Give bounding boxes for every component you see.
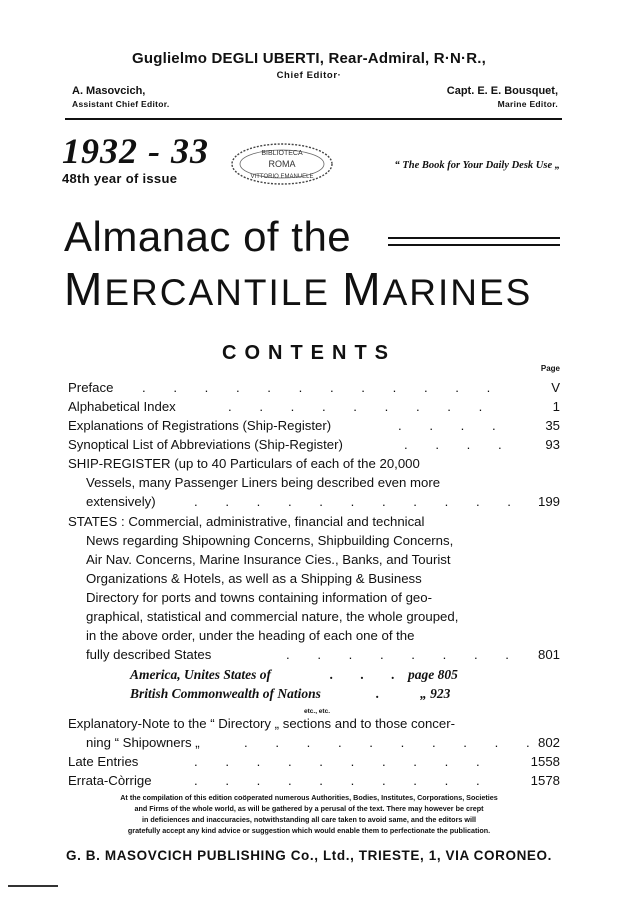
toc-entry bbox=[68, 733, 560, 752]
assistant-editor-role: Assistant Chief Editor. bbox=[72, 99, 170, 109]
toc-states-line-5: Directory for ports and towns containing information of geo- bbox=[86, 590, 432, 605]
toc-entry-label: Errata-Còrrige bbox=[68, 773, 152, 788]
toc-entry-label: Late Entries bbox=[68, 754, 139, 769]
toc-entry-page: 199 bbox=[537, 494, 560, 509]
assistant-editor-name: A. Masovcich, bbox=[72, 85, 146, 97]
toc-sub-entry-page: page 805 bbox=[408, 667, 458, 682]
toc-etc: etc., etc. bbox=[304, 708, 331, 715]
toc-entry bbox=[68, 416, 560, 435]
toc-entry bbox=[68, 435, 560, 454]
toc-sub-entry-label: British Commonwealth of Nations bbox=[130, 686, 321, 701]
title-initial-m1: M bbox=[64, 263, 105, 315]
edition-issue: 48th year of issue bbox=[62, 171, 178, 186]
page-column-label: Page bbox=[540, 364, 560, 373]
toc-entry-page: 801 bbox=[537, 647, 560, 662]
toc-entry bbox=[68, 752, 560, 771]
title-word-ercantile: ERCANTILE bbox=[104, 272, 343, 313]
toc-entry-label: Explanations of Registrations (Ship-Register) bbox=[68, 418, 332, 433]
toc-states-line-3: Air Nav. Concerns, Marine Insurance Cies., Banks, and Tourist bbox=[86, 552, 451, 567]
stamp-line-2: ROMA bbox=[268, 159, 296, 169]
note-line-2: and Firms of the whole world, as will be gathered by a perusal of the text. There may however be crept bbox=[134, 804, 484, 813]
toc-leader-dots: . . . . . . . . . . . bbox=[194, 494, 523, 509]
contents-heading: CONTENTS bbox=[222, 342, 396, 364]
toc-entry-page: V bbox=[551, 380, 560, 395]
toc-entry bbox=[68, 492, 560, 511]
stamp-line-1: BIBLIOTECA bbox=[261, 150, 303, 157]
edition-year: 1932 - 33 bbox=[62, 131, 209, 171]
title-line-2 bbox=[64, 262, 532, 316]
toc-entry-label: Preface bbox=[68, 380, 114, 395]
toc-leader-dots: . . . . . . . . . . bbox=[194, 754, 492, 769]
title-double-rule bbox=[388, 237, 560, 246]
note-line-1: At the compilation of this edition coöperated numerous Authorities, Bodies, Institutes, Corporations, Societies bbox=[120, 793, 498, 802]
note-line-4: gratefully accept any kind advice or suggestion which would enable them to perfectionate the publication. bbox=[127, 826, 491, 835]
title-initial-m2: M bbox=[342, 263, 383, 315]
toc-sub-leader-dots: . bbox=[376, 686, 380, 701]
header-divider bbox=[65, 118, 562, 120]
toc-ship-register-line-1: SHIP-REGISTER (up to 40 Particulars of each of the 20,000 bbox=[68, 456, 420, 471]
tagline: “ The Book for Your Daily Desk Use „ bbox=[394, 160, 560, 171]
toc-ship-register-line-2: Vessels, many Passenger Liners being described even more bbox=[86, 475, 441, 490]
toc-states-line-2: News regarding Shipowning Concerns, Shipbuilding Concerns, bbox=[86, 533, 454, 548]
toc-entry-page: 93 bbox=[545, 437, 560, 452]
chief-editor-name: Guglielmo DEGLI UBERTI, Rear-Admiral, R·N·R., bbox=[131, 50, 487, 67]
compilation-note bbox=[0, 792, 618, 836]
marine-editor-role: Marine Editor. bbox=[497, 99, 558, 109]
title-word-arines: ARINES bbox=[382, 272, 533, 313]
toc-entry-label: Synoptical List of Abbreviations (Ship-Register) bbox=[68, 437, 343, 452]
library-stamp-icon bbox=[228, 140, 336, 188]
toc-ship-register-line-3: extensively) bbox=[86, 494, 156, 509]
toc-entry bbox=[68, 378, 560, 397]
toc-entry bbox=[68, 645, 560, 664]
toc-leader-dots: . . . . . . . . . . bbox=[194, 773, 492, 788]
title-line-1: Almanac of the bbox=[64, 213, 352, 260]
toc-entry-page: 1558 bbox=[530, 754, 560, 769]
toc-entry-page: 1 bbox=[552, 399, 560, 414]
marine-editor-name: Capt. E. E. Bousquet, bbox=[446, 85, 558, 97]
toc-leader-dots: . . . . . . . . . . bbox=[244, 735, 542, 750]
toc-entry-page: 35 bbox=[545, 418, 560, 433]
toc-states-line-6: graphical, statistical and commercial nature, the whole grouped, bbox=[86, 609, 459, 624]
toc-entry bbox=[68, 771, 560, 790]
chief-editor-role: Chief Editor· bbox=[276, 70, 342, 81]
toc-sub-leader-dots: . . . bbox=[330, 667, 407, 682]
toc-sub-entry-page: „ 923 bbox=[420, 686, 451, 701]
publisher-footer: G. B. MASOVCICH PUBLISHING Co., Ltd., TRIESTE, 1, VIA CORONEO. bbox=[66, 848, 552, 863]
toc-entry-page: 1578 bbox=[530, 773, 560, 788]
toc-entry bbox=[68, 397, 560, 416]
toc-leader-dots: . . . . bbox=[398, 418, 508, 433]
toc-states-line-7: in the above order, under the heading of each one of the bbox=[86, 628, 415, 643]
toc-leader-dots: . . . . bbox=[404, 437, 514, 452]
toc-entry-label: Alphabetical Index bbox=[68, 399, 176, 414]
toc-explanatory-line-1: Explanatory-Note to the “ Directory „ sections and to those concer- bbox=[68, 716, 456, 731]
note-line-3: in deficiences and inaccuracies, notwithstanding all care taken to avoid same, and the editors will bbox=[142, 815, 476, 824]
toc-entry-page: 802 bbox=[537, 735, 560, 750]
toc-leader-dots: . . . . . . . . . . . . bbox=[142, 380, 503, 395]
scan-edge-mark bbox=[8, 885, 58, 887]
toc-sub-entry-label: America, Unites States of bbox=[130, 667, 271, 682]
toc-states-line-4: Organizations & Hotels, as well as a Shipping & Business bbox=[86, 571, 422, 586]
toc-leader-dots: . . . . . . . . bbox=[286, 647, 521, 662]
toc-states-line-8: fully described States bbox=[86, 647, 212, 662]
toc-leader-dots: . . . . . . . . . bbox=[228, 399, 495, 414]
stamp-line-3: VITTORIO EMANUELE bbox=[250, 174, 314, 180]
toc-explanatory-line-2: ning “ Shipowners „ bbox=[86, 735, 200, 750]
toc-states-line-1: STATES : Commercial, administrative, financial and technical bbox=[68, 514, 425, 529]
